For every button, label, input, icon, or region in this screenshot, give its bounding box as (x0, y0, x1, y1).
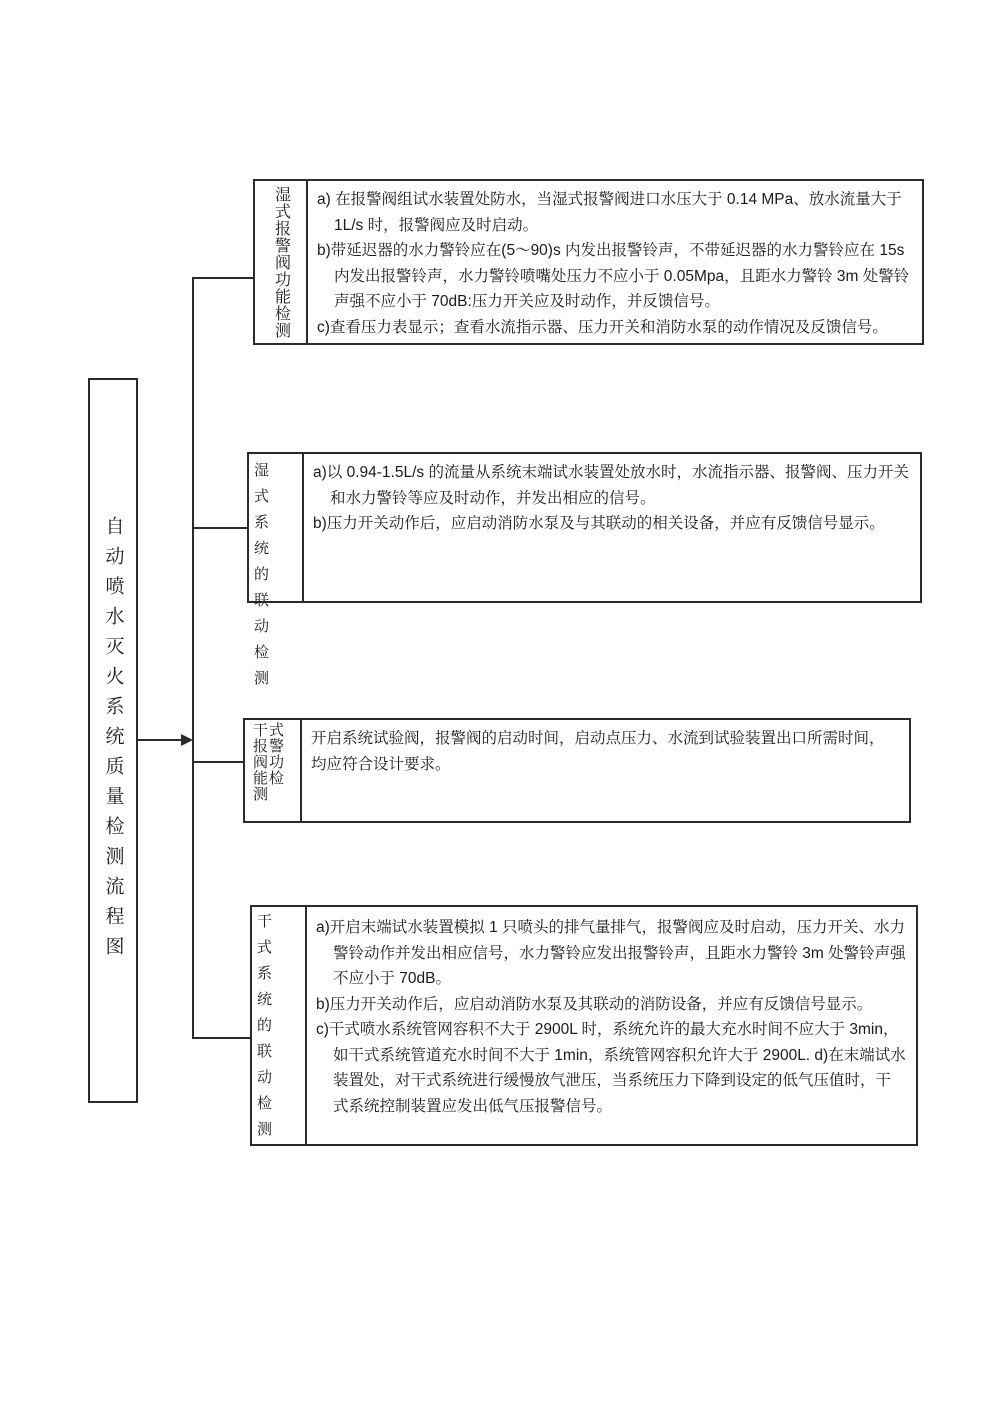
branch-content (302, 720, 909, 821)
branch-label-cell (249, 454, 304, 687)
content-item: b)压力开关动作后，应启动消防水泵及与其联动的相关设备，并应有反馈信号显示。 (313, 515, 885, 532)
connector-trunk (192, 277, 194, 1039)
branch-label-cell (255, 181, 308, 343)
connector-branch-1 (192, 277, 253, 279)
branch-label: 湿式系统的联动检测 (254, 462, 281, 687)
branch-label-cell (245, 720, 302, 821)
flow-title: 自动喷水灭火系统质量检测流程图 (102, 515, 124, 966)
branch-label: 干式系统的联动检测 (257, 912, 284, 1138)
content-item: a)以 0.94-1.5L/s 的流量从系统末端试水装置处放水时，水流指示器、报警阀、压力开关和水力警铃等应及时动作，并发出相应的信号。 (313, 464, 909, 507)
content-item: b)压力开关动作后，应启动消防水泵及其联动的消防设备，并应有反馈信号显示。 (316, 995, 873, 1013)
connector-root-shaft (137, 739, 183, 741)
content-item: c)干式喷水系统管网容积不大于 2900L 时，系统允许的最大充水时间不应大于 3min，如干式系统管道充水时间不大于 1min，系统管网容积允许大于 2900L. d)在末端试水装置处，对干式系统进行缓慢放气泄压，当系统压力下降到设定的低气压值时，干式系统控制装置应发出低气压报警信号。 (316, 1021, 906, 1115)
wet-alarm-valve-function-test-box (253, 179, 924, 345)
wet-system-linkage-test-box (247, 452, 922, 687)
dry-alarm-valve-function-test-box (243, 718, 911, 823)
connector-branch-3 (192, 761, 243, 763)
content-item: b)带延迟器的水力警铃应在(5～90)s 内发出报警铃声，不带延迟器的水力警铃应在 15s 内发出报警铃声，水力警铃喷嘴处压力不应小于 0.05Mpa，且距水力警铃 3m 处警铃声强不应小于 70dB:压力开关应及时动作，并反馈信号。 (317, 242, 910, 310)
branch-content (308, 181, 922, 343)
content-item: 开启系统试验阀，报警阀的启动时间，启动点压力、水流到试验装置出口所需时间，均应符合设计要求。 (311, 730, 885, 773)
content-item: c)查看压力表显示；查看水流指示器、压力开关和消防水泵的动作情况及反馈信号。 (317, 318, 888, 336)
dry-system-linkage-test-box (250, 905, 918, 1146)
content-item: a)开启末端试水装置模拟 1 只喷头的排气量排气，报警阀应及时启动，压力开关、水力警铃动作并发出相应信号，水力警铃应发出报警铃声，且距水力警铃 3m 处警铃声强不应小于 70dB。 (316, 919, 906, 987)
branch-label-cell (252, 907, 307, 1144)
connector-branch-2 (192, 527, 247, 529)
flow-title-box (88, 378, 138, 1103)
branch-content (304, 454, 920, 601)
branch-content (307, 907, 916, 1144)
branch-label: 干式报警阀功能检测 (253, 722, 286, 803)
content-item: a) 在报警阀组试水装置处防水，当湿式报警阀进口水压大于 0.14 MPa、放水流量大于 1L/s 时，报警阀应及时启动。 (317, 191, 902, 234)
branch-label: 湿式报警阀功能检测 (272, 185, 290, 339)
connector-branch-4 (192, 1037, 250, 1039)
